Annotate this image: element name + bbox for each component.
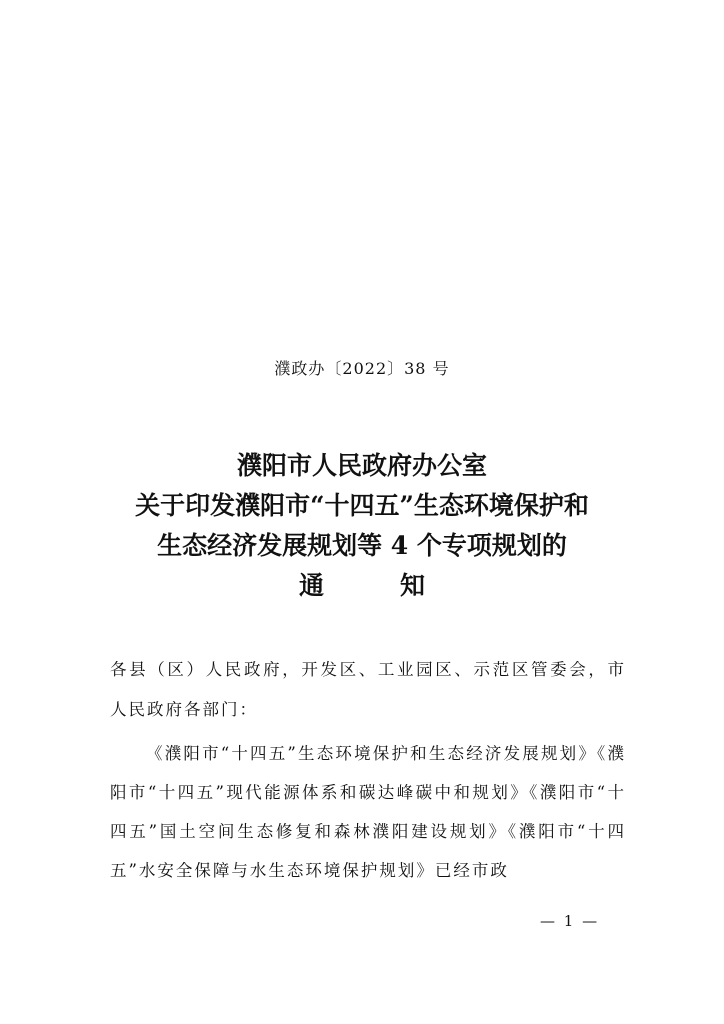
title-line-1: 濮阳市人民政府办公室 <box>236 451 487 480</box>
page-number: — 1 — <box>540 912 600 930</box>
title-line-3: 生态经济发展规划等 4 个专项规划的 <box>157 531 567 560</box>
body-paragraph: 《濮阳市“十四五”生态环境保护和生态经济发展规划》《濮阳市“十四五”现代能源体系和碳达峰碳中和规划》《濮阳市“十四五”国土空间生态修复和森林濮阳建设规划》《濮阳市“十四五”水安全保障与水生态环境保护规划》已经市政 <box>110 744 626 880</box>
title-notice-char-1: 通 <box>298 571 324 600</box>
document-title <box>0 446 724 606</box>
document-number: 濮政办〔2022〕38 号 <box>274 359 450 378</box>
addressee: 各县（区）人民政府，开发区、工业园区、示范区管委会，市人民政府各部门： <box>110 660 626 719</box>
title-notice-char-2: 知 <box>400 571 426 600</box>
title-notice <box>0 566 724 606</box>
title-line-2: 关于印发濮阳市“十四五”生态环境保护和 <box>135 491 589 520</box>
